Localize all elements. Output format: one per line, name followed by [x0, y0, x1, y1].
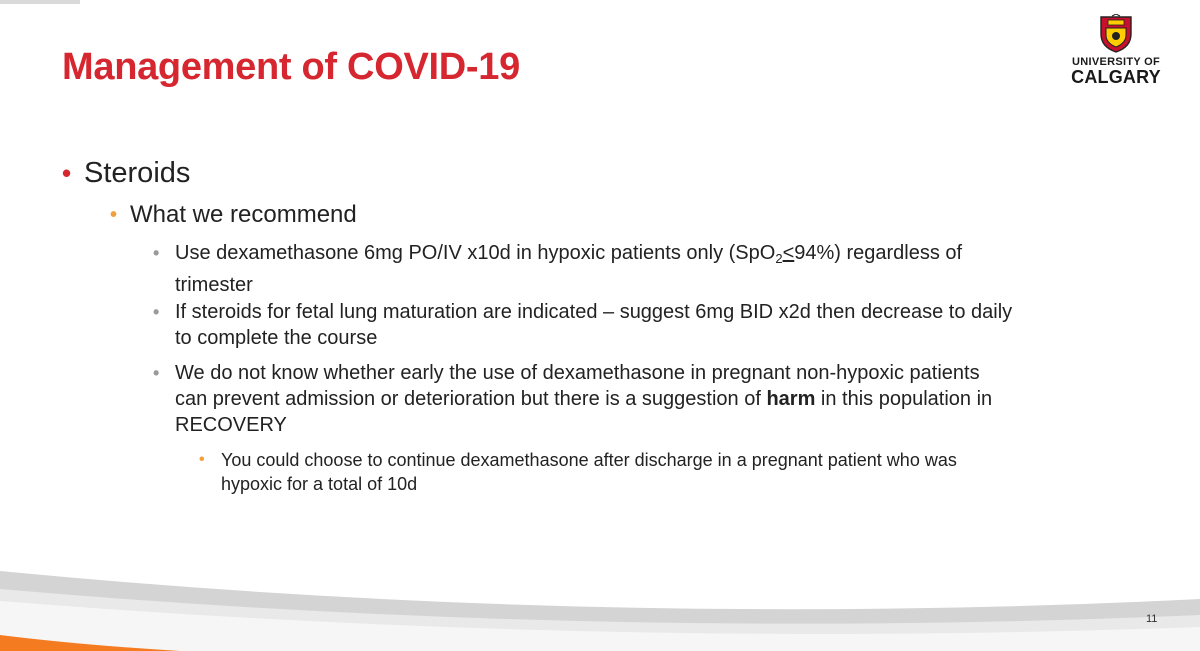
bullet-text-post: 94%) regardless of trimester [175, 242, 963, 296]
bullet-text-pre: Use dexamethasone 6mg PO/IV x10d in hypoxic patients only (SpO [175, 242, 776, 264]
bullet-text: Steroids [84, 157, 191, 189]
bullet-dot-red-icon: • [62, 158, 72, 188]
bullet-level3-dexamethasone [153, 240, 1015, 298]
bold-harm: harm [766, 388, 816, 410]
bullet-level4-discharge [199, 448, 1021, 496]
bullet-text-pre: We do not know whether early the use of dexamethasone in pregnant non-hypoxic patients can prevent admission or deterioration but there is a suggestion of [175, 362, 980, 410]
slide-title: Management of COVID-19 [62, 46, 520, 88]
bullet-dot-gray-icon: • [153, 302, 160, 322]
bullet-text: If steroids for fetal lung maturation are indicated – suggest 6mg BID x2d then decrease to daily to complete the course [175, 301, 1013, 349]
bullet-text: You could choose to continue dexamethasone after discharge in a pregnant patient who was hypoxic for a total of 10d [221, 450, 957, 494]
bullet-level3-harm [153, 360, 1015, 438]
bullet-text: What we recommend [130, 201, 357, 228]
bullet-dot-gray-icon: • [153, 243, 160, 263]
university-logo [1060, 14, 1172, 90]
bullet-level2 [110, 200, 357, 230]
top-strip [0, 0, 80, 4]
less-equal-sign: < [782, 242, 795, 264]
page-number: 11 [1146, 613, 1158, 625]
bullet-dot-orange-icon: • [199, 451, 205, 468]
logo-text-line2: CALGARY [1071, 67, 1161, 87]
logo-text-line1: UNIVERSITY OF [1071, 56, 1161, 68]
bullet-dot-orange-icon: • [110, 204, 118, 226]
subscript-2: 2 [775, 251, 783, 266]
bullet-text-post: in this population in RECOVERY [175, 388, 993, 436]
bullet-level3-fetal-lung [153, 299, 1015, 351]
bullet-dot-gray-icon: • [153, 363, 160, 383]
university-crest-icon [1098, 14, 1134, 54]
footer-wave-decoration [0, 571, 1200, 651]
bullet-level1 [62, 156, 191, 190]
